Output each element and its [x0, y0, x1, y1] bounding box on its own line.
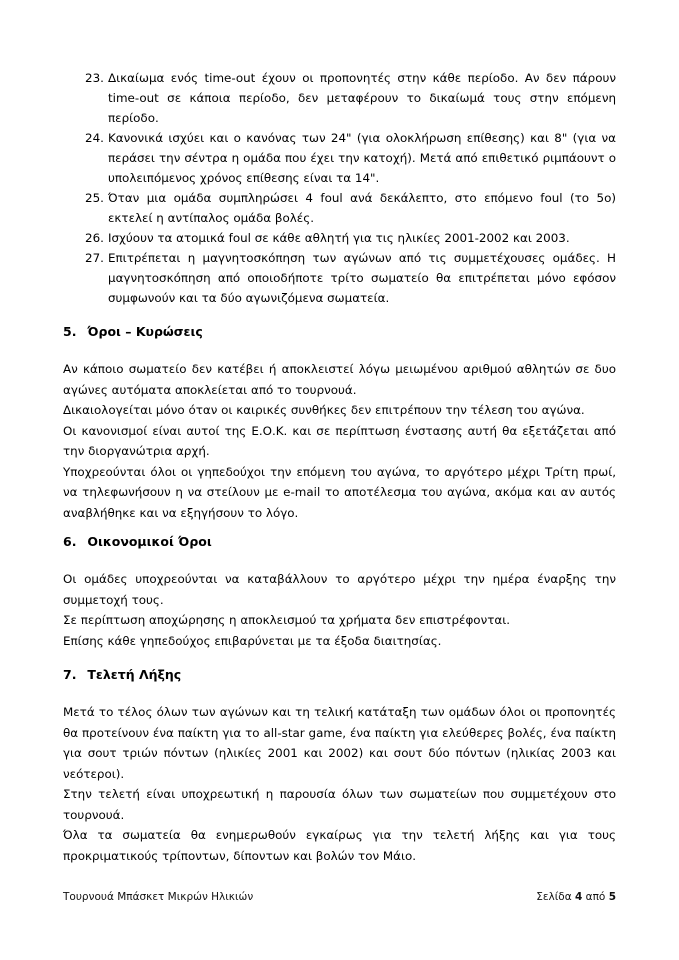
rule-item	[0, 188, 679, 228]
paragraph: Στην τελετή είναι υποχρεωτική η παρουσία όλων των σωματείων που συμμετέχουν στο τουρνουά.	[63, 787, 616, 822]
of-label: από	[585, 891, 606, 903]
section-number: 5.	[63, 324, 77, 339]
section-7-body	[63, 702, 616, 866]
section-5-heading	[63, 322, 203, 342]
page-label: Σελίδα	[536, 891, 572, 903]
paragraph: Σε περίπτωση αποχώρησης η αποκλεισμού τα χρήματα δεν επιστρέφονται.	[63, 613, 511, 627]
current-page: 4	[575, 891, 583, 903]
section-title: Όροι – Κυρώσεις	[87, 324, 203, 339]
rule-number: 27.	[85, 251, 104, 265]
rules-list	[0, 68, 679, 308]
rule-text: Επιτρέπεται η μαγνητοσκόπηση των αγώνων από τις συμμετέχουσες ομάδες. Η μαγνητοσκόπηση από οποιοδήποτε τρίτο σωματείο θα επιτρέπεται μόνο εφόσον συμφωνούν και τα δύο αγωνιζόμενα σωματεία.	[108, 251, 616, 305]
rule-text: Όταν μια ομάδα συμπληρώσει 4 foul ανά δεκάλεπτο, στο επόμενο foul (το 5ο) εκτελεί η αντίπαλος ομάδα βολές.	[108, 191, 616, 225]
section-number: 7.	[63, 667, 77, 682]
rule-number: 23.	[85, 71, 104, 85]
paragraph: Μετά το τέλος όλων των αγώνων και τη τελική κατάταξη των ομάδων όλοι οι προπονητές θα προτείνουν ένα παίκτη για το all-star game, ένα παίκτη για ελεύθερες βολές, ένα παίκτη για σουτ τριών πόντων (ηλικίες 2001 και 2002) και σουτ δύο πόντων (ηλικίας 2003 και νεότεροι).	[63, 705, 616, 781]
section-6-heading	[63, 532, 212, 552]
page-number	[536, 889, 616, 905]
rule-number: 26.	[85, 231, 104, 245]
rule-item	[0, 248, 679, 308]
rule-item	[0, 128, 679, 188]
rule-text: Ισχύουν τα ατομικά foul σε κάθε αθλητή για τις ηλικίες 2001-2002 και 2003.	[108, 231, 570, 245]
section-title: Τελετή Λήξης	[87, 667, 182, 682]
section-5-body	[63, 359, 616, 523]
footer-title: Τουρνουά Μπάσκετ Μικρών Ηλικιών	[63, 891, 254, 903]
rule-text: Κανονικά ισχύει και ο κανόνας των 24" (για ολοκλήρωση επίθεσης) και 8" (για να περάσει την σέντρα η ομάδα που έχει την κατοχή). Μετά από επιθετικό ριμπάουντ ο υπολειπόμενος χρόνος επίθεσης είναι τα 14".	[108, 131, 616, 185]
rule-number: 24.	[85, 131, 104, 145]
section-6-body	[63, 569, 616, 651]
paragraph: Δικαιολογείται μόνο όταν οι καιρικές συνθήκες δεν επιτρέπουν την τέλεση του αγώνα.	[63, 403, 585, 417]
paragraph: Όλα τα σωματεία θα ενημερωθούν εγκαίρως για την τελετή λήξης και για τους προκριματικούς τρίποντων, δίποντων και βολών τον Μάιο.	[63, 828, 616, 863]
section-number: 6.	[63, 534, 77, 549]
section-title: Οικονομικοί Όροι	[87, 534, 212, 549]
rule-text: Δικαίωμα ενός time-out έχουν οι προπονητές στην κάθε περίοδο. Αν δεν πάρουν time-out σε κάποια περίοδο, δεν μεταφέρουν το δικαίωμά τους στην επόμενη περίοδο.	[108, 71, 616, 125]
rule-number: 25.	[85, 191, 104, 205]
rule-item	[0, 68, 679, 128]
section-7-heading	[63, 665, 181, 685]
paragraph: Υποχρεούνται όλοι οι γηπεδούχοι την επόμενη του αγώνα, το αργότερο μέχρι Τρίτη πρωί, να τηλεφωνήσουν η να στείλουν με e-mail το αποτέλεσμα του αγώνα, ακόμα και αν αυτός αναβλήθηκε και να εξηγήσουν το λόγο.	[63, 464, 616, 520]
paragraph: Αν κάποιο σωματείο δεν κατέβει ή αποκλειστεί λόγω μειωμένου αριθμού αθλητών σε δυο αγώνες αυτόματα αποκλείεται από το τουρνουά.	[63, 362, 616, 397]
paragraph: Επίσης κάθε γηπεδούχος επιβαρύνεται με τα έξοδα διαιτησίας.	[63, 633, 442, 648]
paragraph: Οι ομάδες υποχρεούνται να καταβάλλουν το αργότερο μέχρι την ημέρα έναρξης την συμμετοχή τους.	[63, 572, 616, 607]
total-pages: 5	[608, 891, 616, 903]
paragraph: Οι κανονισμοί είναι αυτοί της Ε.Ο.Κ. και σε περίπτωση ένστασης αυτή θα εξετάζεται από την διοργανώτρια αρχή.	[63, 423, 616, 458]
rule-item	[0, 228, 679, 248]
